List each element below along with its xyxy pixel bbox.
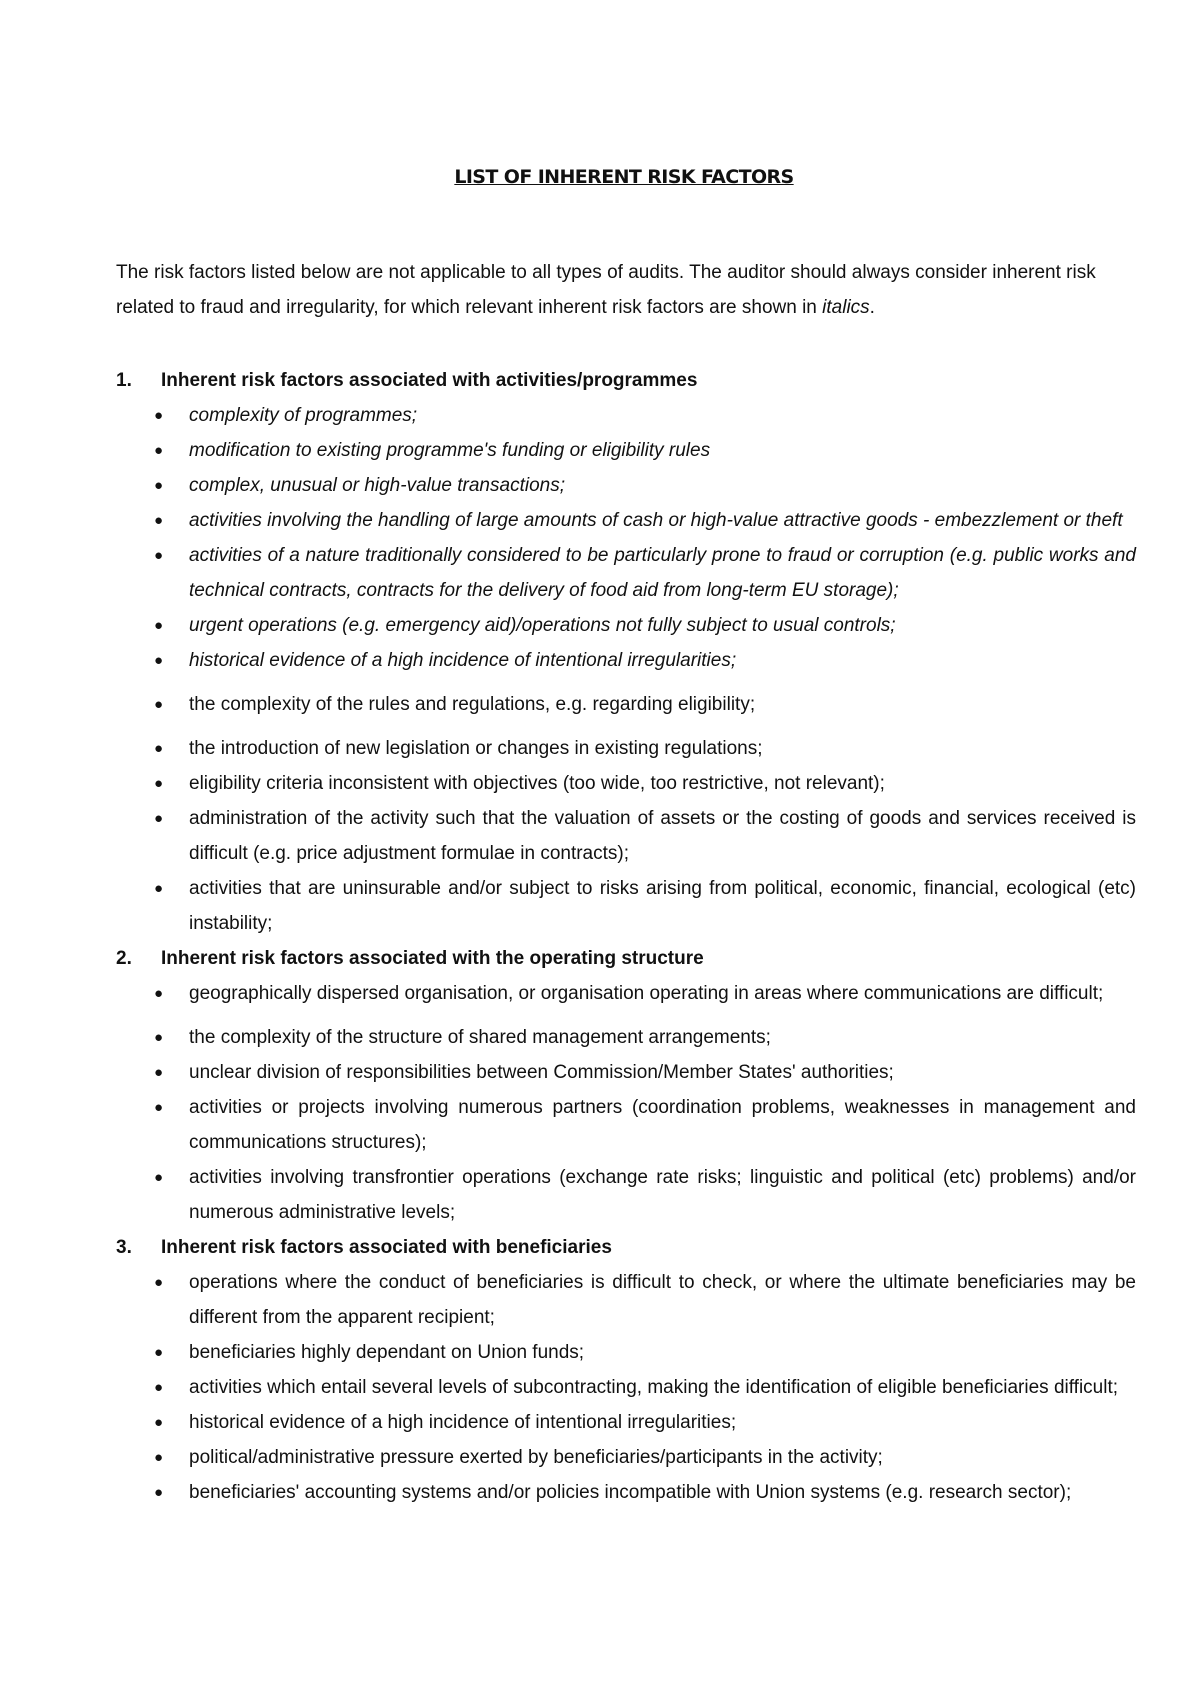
bullet-icon: ● — [154, 1274, 164, 1291]
bullet-icon: ● — [154, 775, 164, 792]
list-item — [116, 1405, 1136, 1440]
list-item — [116, 468, 1136, 503]
list-item — [116, 801, 1136, 871]
list-item — [116, 1020, 1136, 1055]
item-text: historical evidence of a high incidence of intentional irregularities; — [189, 1412, 737, 1433]
risk-factor-sections — [116, 363, 1136, 1510]
bullet-icon: ● — [154, 1414, 164, 1431]
list-item — [116, 1440, 1136, 1475]
section-title: Inherent risk factors associated with activities/programmes — [161, 370, 698, 391]
bullet-icon: ● — [154, 1449, 164, 1466]
list-item — [116, 731, 1136, 766]
intro-italic-word: italics — [822, 297, 870, 318]
list-item — [116, 1370, 1136, 1405]
list-item — [116, 643, 1136, 678]
bullet-icon: ● — [154, 442, 164, 459]
item-text: activities or projects involving numerous partners (coordination problems, weaknesses in management and communications structures); — [189, 1097, 1136, 1153]
bullet-icon: ● — [154, 1169, 164, 1186]
list-item — [116, 687, 1136, 722]
bullet-icon: ● — [154, 1484, 164, 1501]
item-text: activities of a nature traditionally considered to be particularly prone to fraud or corruption (e.g. public works and technical contracts, contracts for the delivery of food aid from long-term EU storage); — [189, 545, 1136, 601]
bullet-icon: ● — [154, 810, 164, 827]
bullet-icon: ● — [154, 1029, 164, 1046]
item-text: beneficiaries highly dependant on Union funds; — [189, 1342, 585, 1363]
bullet-icon: ● — [154, 1379, 164, 1396]
intro-paragraph — [116, 255, 1126, 325]
bullet-icon: ● — [154, 1099, 164, 1116]
item-text: modification to existing programme's funding or eligibility rules — [189, 440, 711, 461]
bullet-icon: ● — [154, 652, 164, 669]
risk-factor-list — [116, 976, 1136, 1230]
list-item — [116, 1090, 1136, 1160]
bullet-icon: ● — [154, 880, 164, 897]
list-item — [116, 1055, 1136, 1090]
section-number: 3. — [116, 1237, 132, 1258]
section-number: 1. — [116, 370, 132, 391]
intro-text: The risk factors listed below are not applicable to all types of audits. The auditor should always consider inherent risk related to fraud and irregularity, for which relevant inherent risk factors are shown in — [116, 262, 1096, 318]
bullet-icon: ● — [154, 407, 164, 424]
section-heading — [116, 363, 1136, 398]
list-item — [116, 976, 1136, 1011]
document-title: LIST OF INHERENT RISK FACTORS — [454, 166, 794, 188]
section-beneficiaries — [116, 1230, 1136, 1510]
bullet-icon: ● — [154, 1064, 164, 1081]
list-item — [116, 1160, 1136, 1230]
item-text: the complexity of the structure of shared management arrangements; — [189, 1027, 771, 1048]
section-heading — [116, 1230, 1136, 1265]
section-number: 2. — [116, 948, 132, 969]
item-text: geographically dispersed organisation, or organisation operating in areas where communications are difficult; — [189, 983, 1104, 1004]
item-text: unclear division of responsibilities between Commission/Member States' authorities; — [189, 1062, 894, 1083]
item-text: operations where the conduct of beneficiaries is difficult to check, or where the ultimate beneficiaries may be different from the apparent recipient; — [189, 1272, 1136, 1328]
list-item — [116, 1335, 1136, 1370]
list-item — [116, 398, 1136, 433]
bullet-icon: ● — [154, 740, 164, 757]
list-item — [116, 871, 1136, 941]
item-text: beneficiaries' accounting systems and/or policies incompatible with Union systems (e.g. research sector); — [189, 1482, 1072, 1503]
list-item — [116, 503, 1136, 538]
item-text: eligibility criteria inconsistent with objectives (too wide, too restrictive, not relevant); — [189, 773, 885, 794]
list-item — [116, 608, 1136, 643]
section-title: Inherent risk factors associated with the operating structure — [161, 948, 704, 969]
section-heading — [116, 941, 1136, 976]
bullet-icon: ● — [154, 512, 164, 529]
item-text: complexity of programmes; — [189, 405, 418, 426]
item-text: historical evidence of a high incidence of intentional irregularities; — [189, 650, 737, 671]
list-item — [116, 1475, 1136, 1510]
item-text: activities which entail several levels of subcontracting, making the identification of eligible beneficiaries difficult; — [189, 1377, 1119, 1398]
item-text: activities involving transfrontier operations (exchange rate risks; linguistic and political (etc) problems) and/or numerous administrative levels; — [189, 1167, 1136, 1223]
bullet-icon: ● — [154, 1344, 164, 1361]
item-text: the complexity of the rules and regulations, e.g. regarding eligibility; — [189, 694, 756, 715]
item-text: administration of the activity such that the valuation of assets or the costing of goods and services received is difficult (e.g. price adjustment formulae in contracts); — [189, 808, 1136, 864]
section-title: Inherent risk factors associated with beneficiaries — [161, 1237, 612, 1258]
intro-end: . — [869, 297, 875, 318]
item-text: activities involving the handling of large amounts of cash or high-value attractive goods - embezzlement or theft — [189, 510, 1123, 531]
section-activities-programmes — [116, 363, 1136, 941]
risk-factor-list — [116, 1265, 1136, 1510]
bullet-icon: ● — [154, 617, 164, 634]
item-text: urgent operations (e.g. emergency aid)/operations not fully subject to usual controls; — [189, 615, 896, 636]
bullet-icon: ● — [154, 696, 164, 713]
bullet-icon: ● — [154, 985, 164, 1002]
risk-factor-list — [116, 398, 1136, 941]
bullet-icon: ● — [154, 477, 164, 494]
list-item — [116, 766, 1136, 801]
list-item — [116, 1265, 1136, 1335]
list-item — [116, 538, 1136, 608]
item-text: the introduction of new legislation or changes in existing regulations; — [189, 738, 763, 759]
section-operating-structure — [116, 941, 1136, 1230]
bullet-icon: ● — [154, 547, 164, 564]
item-text: activities that are uninsurable and/or subject to risks arising from political, economic, financial, ecological (etc) instability; — [189, 878, 1136, 934]
item-text: complex, unusual or high-value transactions; — [189, 475, 565, 496]
item-text: political/administrative pressure exerted by beneficiaries/participants in the activity; — [189, 1447, 883, 1468]
list-item — [116, 433, 1136, 468]
